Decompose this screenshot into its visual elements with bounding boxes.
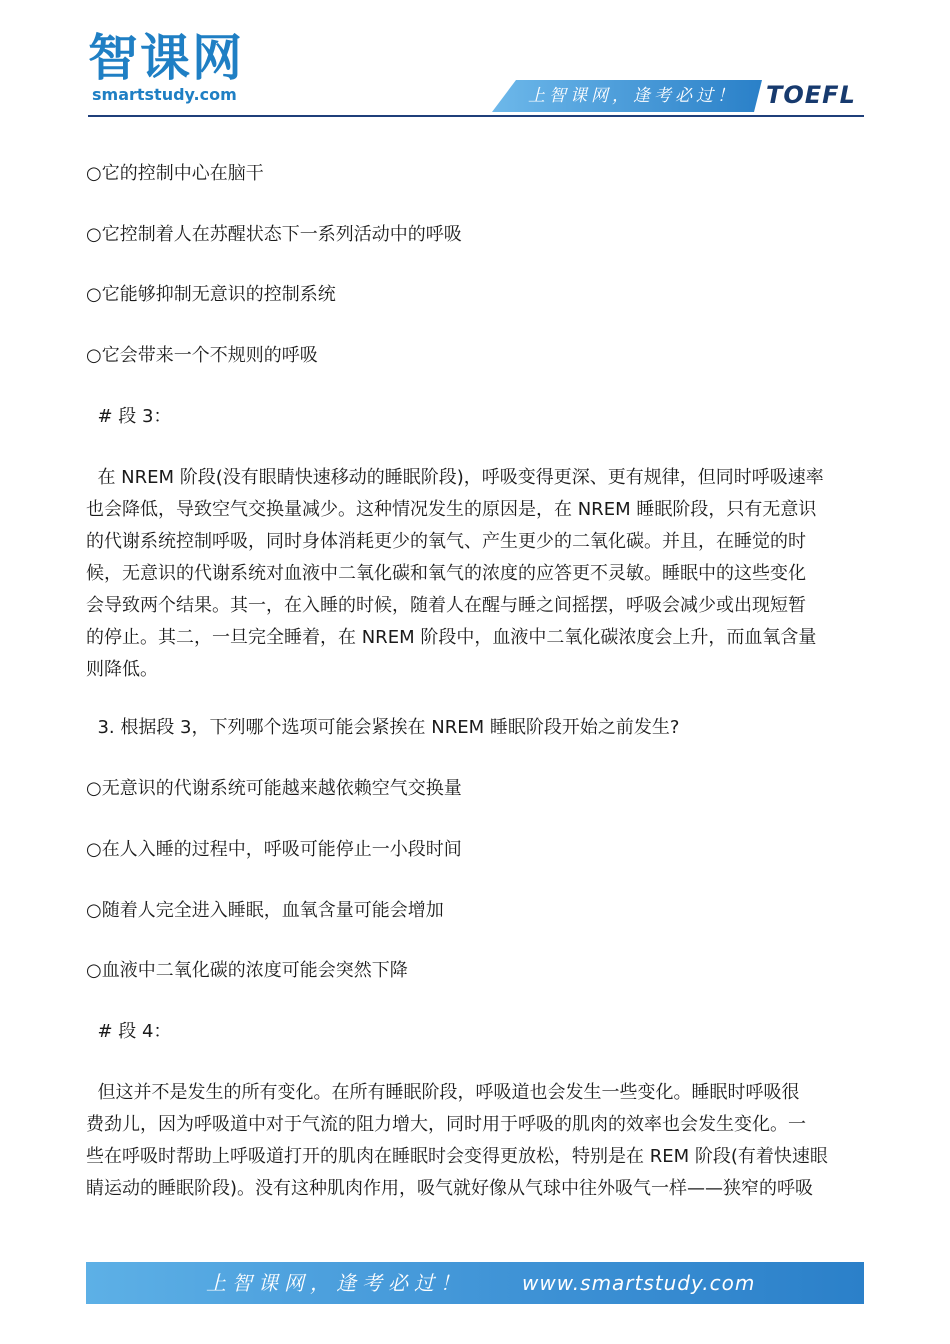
option-line: ○它会带来一个不规则的呼吸 [86,345,318,366]
logo-chinese-text: 智课网 [88,29,244,87]
header-divider [88,115,864,117]
option-line: ○它的控制中心在脑干 [86,163,264,184]
option-line: ○它控制着人在苏醒状态下一系列活动中的呼吸 [86,224,462,245]
answer-option: ○无意识的代谢系统可能越来越依赖空气交换量 [86,778,462,799]
section-heading-4: # 段 4： [86,1021,172,1042]
footer-url-link[interactable]: www.smartstudy.com [522,1271,756,1295]
paragraph-row: 费劲儿，因为呼吸道中对于气流的阻力增大，同时用于呼吸的肌肉的效率也会发生变化。一 [86,1114,806,1135]
paragraph-row: 但这并不是发生的所有变化。在所有睡眠阶段，呼吸道也会发生一些变化。睡眠时呼吸很 [86,1082,800,1103]
page-header [0,0,950,120]
paragraph-row: 会导致两个结果。其一，在入睡的时候，随着人在醒与睡之间摇摆，呼吸会减少或出现短暂 [86,595,806,616]
page-footer [86,1262,864,1304]
header-slogan-banner [492,80,864,112]
toefl-tag: TOEFL [766,81,856,109]
paragraph-row: 睛运动的睡眠阶段)。没有这种肌肉作用，吸气就好像从气球中往外吸气一样——狭窄的呼吸 [86,1178,814,1199]
paragraph-row: 候，无意识的代谢系统对血液中二氧化碳和氧气的浓度的应答更不灵敏。睡眠中的这些变化 [86,563,806,584]
header-slogan-text: 上智课网，逢考必过！ [528,86,738,106]
option-line: ○它能够抑制无意识的控制系统 [86,284,336,305]
paragraph-row: 些在呼吸时帮助上呼吸道打开的肌肉在睡眠时会变得更放松，特别是在 REM 阶段(有着快速眼 [86,1146,828,1167]
logo-english-text: smartstudy.com [92,85,237,104]
footer-slogan: 上智课网，逢考必过！ [206,1271,466,1295]
paragraph-row: 的代谢系统控制呼吸，同时身体消耗更少的氧气、产生更少的二氧化碳。并且，在睡觉的时 [86,531,806,552]
paragraph-4 [86,1077,866,1205]
paragraph-3 [86,462,866,686]
paragraph-row: 则降低。 [86,659,158,680]
smartstudy-logo[interactable] [88,30,258,110]
answer-option: ○血液中二氧化碳的浓度可能会突然下降 [86,960,408,981]
paragraph-row: 的停止。其二，一旦完全睡着，在 NREM 阶段中，血液中二氧化碳浓度会上升，而血氧含量 [86,627,817,648]
section-heading-3: # 段 3： [86,406,172,427]
paragraph-row: 也会降低，导致空气交换量减少。这种情况发生的原因是，在 NREM 睡眠阶段，只有无意识 [86,499,817,520]
answer-option: ○在人入睡的过程中，呼吸可能停止一小段时间 [86,839,462,860]
answer-option: ○随着人完全进入睡眠，血氧含量可能会增加 [86,900,444,921]
paragraph-row: 在 NREM 阶段(没有眼睛快速移动的睡眠阶段)，呼吸变得更深、更有规律，但同时呼吸速率 [86,467,824,488]
question-3: 3. 根据段 3，下列哪个选项可能会紧挨在 NREM 睡眠阶段开始之前发生? [86,717,680,738]
